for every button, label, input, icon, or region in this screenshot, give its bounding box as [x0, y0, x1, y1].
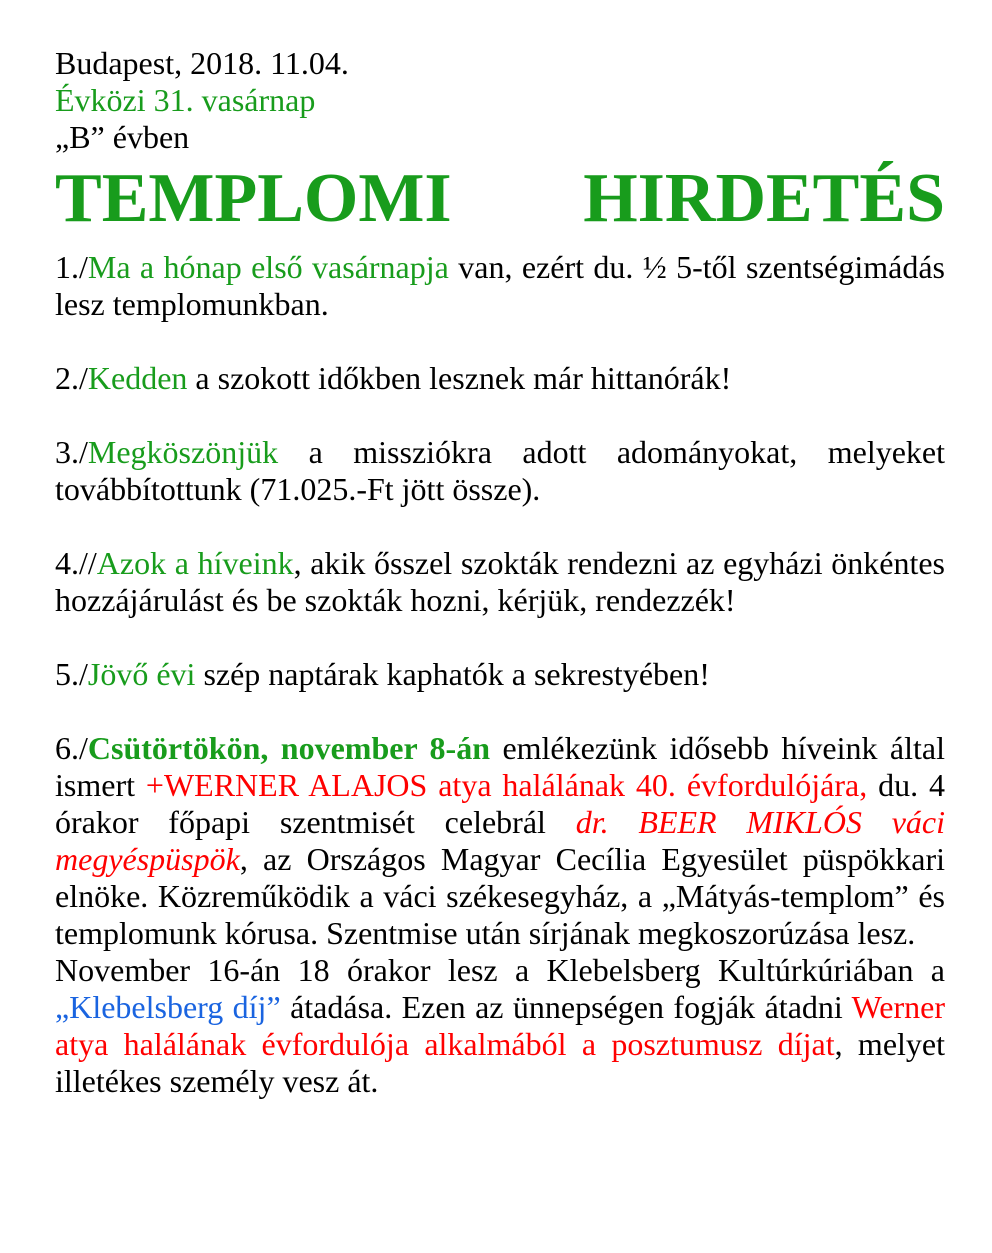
posthumous-award: Werner atya halálának évfordulója alkalmából a posztumusz díjat — [55, 989, 946, 1062]
item6-werner-anniversary: +WERNER ALAJOS atya halálának 40. évfordulójára, — [145, 767, 868, 803]
date-line: Budapest, 2018. 11.04. — [55, 45, 349, 81]
announcement-item-6-continuation — [55, 952, 945, 1100]
item6-text-1: emlékezünk idősebb híveink által ismert — [55, 730, 946, 803]
item4-text: , akik ősszel szokták rendezni az egyházi önkéntes hozzájárulást és be szokták hozni, kérjük, rendezzék! — [55, 545, 946, 618]
liturgical-day-line: Évközi 31. vasárnap — [55, 82, 316, 118]
liturgical-year-line: „B” évben — [55, 119, 190, 155]
item6-text-3: , az Országos Magyar Cecília Egyesület püspökkari elnöke. Közreműködik a váci székesegyház, a „Mátyás-templom” és templomunk kórusa. Szentmise után sírjának megkoszorúzása lesz. — [55, 841, 945, 951]
item3-number: 3./ — [55, 434, 88, 470]
item6-date-highlight: Csütörtökön, november 8-án — [87, 730, 490, 766]
item6-text-2: du. 4 órakor főpapi szentmisét celebrál — [55, 767, 946, 840]
item1-number: 1./ — [55, 249, 88, 285]
item6-number: 6./ — [55, 730, 88, 766]
continuation-text-2: átadása. Ezen az ünnepségen fogják átadni — [280, 989, 852, 1025]
continuation-text-1: November 16-án 18 órakor lesz a Klebelsberg Kultúrkúriában a — [55, 952, 945, 988]
item1-text: van, ezért du. ½ 5-től szentségimádás lesz templomunkban. — [55, 249, 946, 322]
item2-highlight: Kedden — [87, 360, 188, 396]
announcement-item-4 — [55, 545, 945, 619]
item4-highlight: Azok a híveink — [96, 545, 294, 581]
item4-number: 4.// — [55, 545, 97, 581]
klebelsberg-prize: „Klebelsberg díj” — [55, 989, 281, 1025]
item5-number: 5./ — [55, 656, 88, 692]
announcement-item-2 — [55, 360, 945, 397]
item2-text: a szokott időkben lesznek már hittanórák! — [187, 360, 732, 396]
item1-highlight: Ma a hónap első vasárnapja — [87, 249, 449, 285]
item3-text: a missziókra adott adományokat, melyeket továbbítottunk (71.025.-Ft jött össze). — [55, 434, 945, 507]
page-title: TEMPLOMI HIRDETÉS — [55, 160, 945, 237]
announcement-item-3 — [55, 434, 945, 508]
announcement-item-1 — [55, 249, 945, 323]
item3-highlight: Megköszönjük — [87, 434, 279, 470]
item2-number: 2./ — [55, 360, 88, 396]
announcement-item-6 — [55, 730, 945, 952]
item5-text: szép naptárak kaphatók a sekrestyében! — [195, 656, 710, 692]
item5-highlight: Jövő évi — [87, 656, 196, 692]
continuation-text-3: , melyet illetékes személy vesz át. — [55, 1026, 945, 1099]
document-header — [55, 45, 945, 156]
item6-bishop-name: dr. BEER MIKLÓS váci megyéspüspök — [55, 804, 946, 877]
announcement-item-5 — [55, 656, 945, 693]
